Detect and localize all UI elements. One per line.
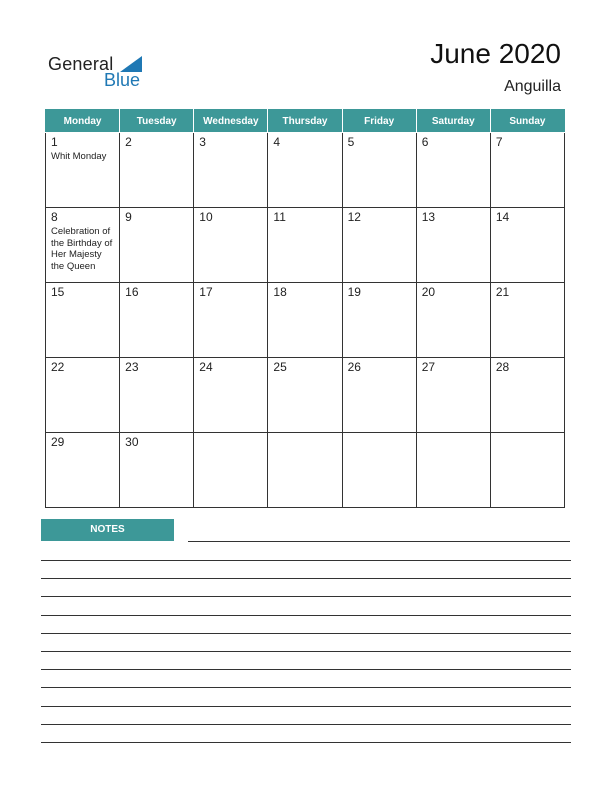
day-cell [416,358,490,433]
day-cell [194,208,268,283]
week-row [46,133,565,208]
note-line [41,633,571,634]
day-number: 12 [347,211,361,224]
day-number: 19 [347,286,361,299]
day-cell [268,283,342,358]
weekday-header: Monday [46,110,120,133]
day-cell [194,283,268,358]
month-calendar [45,109,565,508]
weekday-header: Tuesday [120,110,194,133]
day-number: 24 [199,361,213,374]
week-row [46,283,565,358]
day-number: 5 [347,136,355,149]
logo-blue-text: Blue [104,70,141,90]
day-cell [490,208,564,283]
day-cell [194,133,268,208]
day-number: 14 [495,211,510,224]
generalblue-logo [48,52,158,92]
day-cell [120,433,194,508]
weekday-header: Thursday [268,110,342,133]
day-number: 23 [125,361,139,374]
day-number: 27 [421,361,436,374]
day-cell [120,283,194,358]
weekday-header: Friday [342,110,416,133]
note-line [41,724,571,725]
day-number: 11 [273,211,286,224]
day-cell [342,358,416,433]
day-number: 1 [51,136,58,149]
day-cell [416,133,490,208]
day-cell [120,358,194,433]
day-cell [416,433,490,508]
day-cell [416,208,490,283]
day-cell [194,433,268,508]
day-cell [268,133,342,208]
day-number: 29 [51,436,65,449]
logo-general-text: General [48,54,114,74]
day-number: 30 [125,436,139,449]
note-line [41,651,571,652]
day-cell [490,133,564,208]
calendar-title: June 2020 [430,38,561,69]
day-cell [490,433,564,508]
week-row [46,433,565,508]
day-number: 7 [495,136,503,149]
day-number: 18 [273,286,287,299]
day-cell [342,133,416,208]
day-number: 8 [51,211,58,224]
day-cell [342,283,416,358]
note-line [41,596,571,597]
weekday-header: Saturday [416,110,490,133]
weekday-header-row [46,110,565,133]
day-cell [46,358,120,433]
note-line [41,742,571,743]
note-line [41,687,571,688]
day-cell [194,358,268,433]
note-line [41,669,571,670]
note-line [41,578,571,579]
note-line [41,560,571,561]
day-cell [342,433,416,508]
day-cell [342,208,416,283]
day-number: 10 [199,211,213,224]
day-number: 9 [125,211,132,224]
day-number: 25 [273,361,287,374]
day-cell [120,208,194,283]
week-row [46,208,565,283]
weekday-header: Sunday [490,110,564,133]
day-cell [490,283,564,358]
day-number: 6 [421,136,429,149]
note-line [41,706,571,707]
day-cell [416,283,490,358]
day-number: 3 [199,136,206,149]
day-cell [268,433,342,508]
day-number: 2 [125,136,132,149]
day-number: 26 [347,361,361,374]
day-cell [268,358,342,433]
note-line [41,615,571,616]
day-number: 20 [421,286,436,299]
day-number: 21 [495,286,510,299]
day-number: 17 [199,286,213,299]
holiday-label: Whit Monday [51,151,107,162]
day-cell [46,433,120,508]
note-line [188,541,570,542]
notes-label: NOTES [41,519,174,541]
day-cell [46,208,120,283]
day-cell [120,133,194,208]
day-cell [268,208,342,283]
day-cell [490,358,564,433]
day-number: 16 [125,286,139,299]
day-number: 22 [51,361,65,374]
day-number: 28 [495,361,510,374]
weekday-header: Wednesday [194,110,268,133]
week-row [46,358,565,433]
holiday-label: Celebration of the Birthday of Her Majesty the Queen [51,226,113,272]
day-number: 15 [51,286,65,299]
calendar-country: Anguilla [504,78,561,95]
day-number: 13 [421,211,436,224]
day-cell [46,133,120,208]
day-cell [46,283,120,358]
day-number: 4 [273,136,281,149]
